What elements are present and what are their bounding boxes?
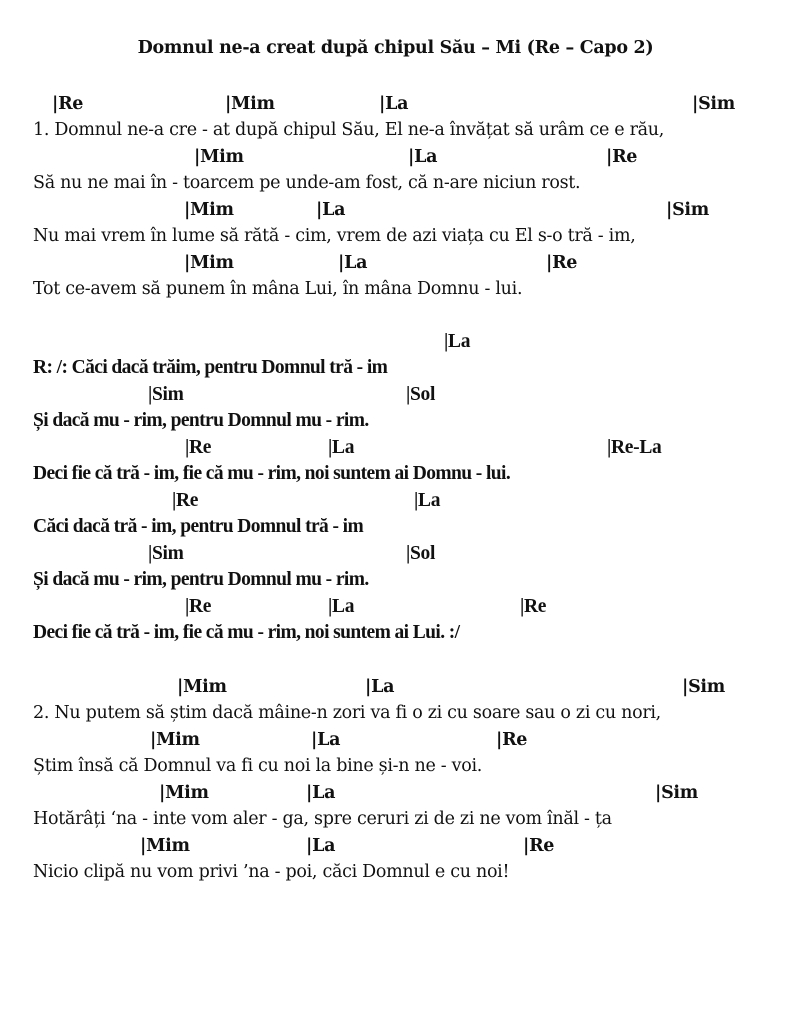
chord: |Re — [606, 147, 638, 167]
chord: |Sim — [692, 94, 735, 114]
chord: |Sim — [666, 200, 709, 220]
lyric-line: R: /: Căci dacă trăim, pentru Domnul tră - im — [33, 357, 388, 378]
chord: |Sim — [655, 783, 698, 803]
chord: |Re — [52, 94, 84, 114]
lyric-line: Deci fie că tră - im, fie că mu - rim, noi suntem ai Domnu - lui. — [33, 463, 511, 484]
chord: |La — [379, 94, 409, 114]
chord: |Mim — [184, 253, 234, 273]
lyric-line: Căci dacă tră - im, pentru Domnul tră - im — [33, 516, 364, 537]
lyric-line: Să nu ne mai în - toarcem pe unde-am fost, că n-are niciun rost. — [33, 173, 581, 193]
song-title: Domnul ne-a creat după chipul Său – Mi (Re – Capo 2) — [137, 38, 654, 58]
lyric-line: Nicio clipă nu vom privi ’na - poi, căci Domnul e cu noi! — [33, 862, 510, 882]
lyric-line: Deci fie că tră - im, fie că mu - rim, noi suntem ai Lui. :/ — [33, 622, 460, 643]
lyric-line: Nu mai vrem în lume să rătă - cim, vrem de azi viața cu El s-o tră - im, — [33, 226, 636, 246]
chord: |Mim — [140, 836, 190, 856]
chord: |Mim — [194, 147, 244, 167]
chord: |Sim — [682, 677, 725, 697]
chord: |La — [365, 677, 395, 697]
lyric-line: Și dacă mu - rim, pentru Domnul mu - rim. — [33, 569, 369, 590]
chord: |Re — [172, 490, 199, 511]
chord: |La — [338, 253, 368, 273]
lyric-line: 2. Nu putem să știm dacă mâine-n zori va fi o zi cu soare sau o zi cu nori, — [33, 703, 661, 723]
chord: |Re — [185, 596, 212, 617]
lyric-line: Hotărâți ‘na - inte vom aler - ga, spre ceruri zi de zi ne vom înăl - ța — [33, 809, 612, 829]
chord: |La — [414, 490, 441, 511]
chord: |Re — [185, 437, 212, 458]
chord: |La — [408, 147, 438, 167]
chord: |Re-La — [607, 437, 662, 458]
chord: |Sim — [148, 384, 184, 405]
chord: |La — [328, 596, 355, 617]
chord: |La — [328, 437, 355, 458]
chord: |Re — [546, 253, 578, 273]
lyric-line: Știm însă că Domnul va fi cu noi la bine și-n ne - voi. — [33, 756, 483, 776]
chord: |Sim — [148, 543, 184, 564]
lyric-line: Și dacă mu - rim, pentru Domnul mu - rim. — [33, 410, 369, 431]
chord: |Re — [496, 730, 528, 750]
chord: |Sol — [406, 384, 436, 405]
chord: |Mim — [184, 200, 234, 220]
lyric-line: Tot ce-avem să punem în mâna Lui, în mâna Domnu - lui. — [33, 279, 523, 299]
lyric-line: 1. Domnul ne-a cre - at după chipul Său, El ne-a învățat să urâm ce e rău, — [33, 120, 665, 140]
chord: |Mim — [177, 677, 227, 697]
chord: |La — [444, 331, 471, 352]
chord: |Sol — [406, 543, 436, 564]
chord: |Mim — [225, 94, 275, 114]
chord: |Mim — [159, 783, 209, 803]
chord: |Re — [523, 836, 555, 856]
chord: |La — [316, 200, 346, 220]
chord: |La — [306, 783, 336, 803]
chord: |La — [306, 836, 336, 856]
chord: |La — [311, 730, 341, 750]
chord: |Re — [520, 596, 547, 617]
chord: |Mim — [150, 730, 200, 750]
